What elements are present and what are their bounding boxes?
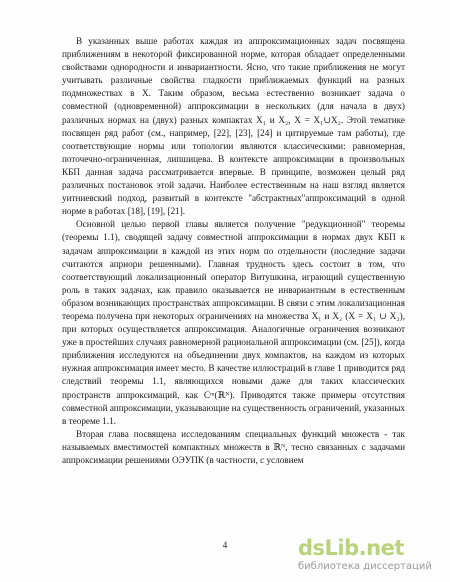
watermark-logo: dsLib.net xyxy=(298,536,404,560)
paragraph-3: Вторая глава посвящена исследованиям специальных функций множеств - так называемых вместимостей компактных множеств в ℝᴺ, тесно связанных с задачами аппроксимации решениями ОЭУПК (в частности, с условием xyxy=(62,428,405,465)
watermark-subtitle: библиотека диссертаций xyxy=(298,561,432,572)
body-text xyxy=(62,35,405,467)
paragraph-1: В указанных выше работах каждая из аппроксимационных задач посвящена приближениям в некоторой фиксированной норме, которая обладает определенными свойствами однородности и инвариантности. Ясно, что такие приближения не могут учитывать различные свойства гладкости приближаемых функций на разных подмножествах в X. Таким образом, весьма естественно возникает задача о совместной (одновременной) аппроксимации в нескольких (для начала в двух) различных нормах на (двух) разных компактах X₁ и X₂, X = X₁∪X₂. Этой тематике посвящен ряд работ (см., например, [22], [23], [24] и цитируемые там работы), где соответствующие нормы или топологии являются классическими: равномерная, поточечно-ограниченная, липшицева. В контексте аппроксимации в произвольных КБП данная задача рассматривается впервые. В принципе, возможен целый ряд различных постановок этой задачи. Наиболее естественным на наш взгляд является уитниевский подход, развитый в контексте "абстрактных"аппроксимаций в одной норме в работах [18], [19], [21]. xyxy=(62,36,405,217)
page-number: 4 xyxy=(222,540,228,550)
paragraph-2: Основной целью первой главы является получение "редукционной" теоремы (теоремы 1.1), сводящей задачу совместной аппроксимации в нормах двух КБП к задачам аппроксимации в каждой из этих норм по отдельности (последние задачи считаются априори решенными). Главная трудность здесь состоит в том, что соответствующий локализационный оператор Витушкина, играющий существенную роль в таких задачах, как правило оказывается не инвариантным в естественным образом возникающих пространствах аппроксимации. В связи с этим локализационная теорема получена при некоторых ограничениях на множества X₁ и X₂ (X = X₁ ∪ X₂), при которых осуществляется аппроксимация. Аналогичные ограничения возникают уже в простейших случаях равномерной рациональной аппроксимации (см. [25]), когда приближения исследуются на объединении двух компактов, на каждом из которых нужная аппроксимация имеет место. В качестве иллюстраций в главе 1 приводится ряд следствий теоремы 1.1, являющихся новыми даже для таких классических пространств аппроксимаций, как Cᵐ(ℝᴺ). Приводятся также примеры отсутствия совместной аппроксимации, указывающие на существенность ограничений, указанных в теореме 1.1. xyxy=(62,219,405,426)
watermark xyxy=(298,536,438,576)
